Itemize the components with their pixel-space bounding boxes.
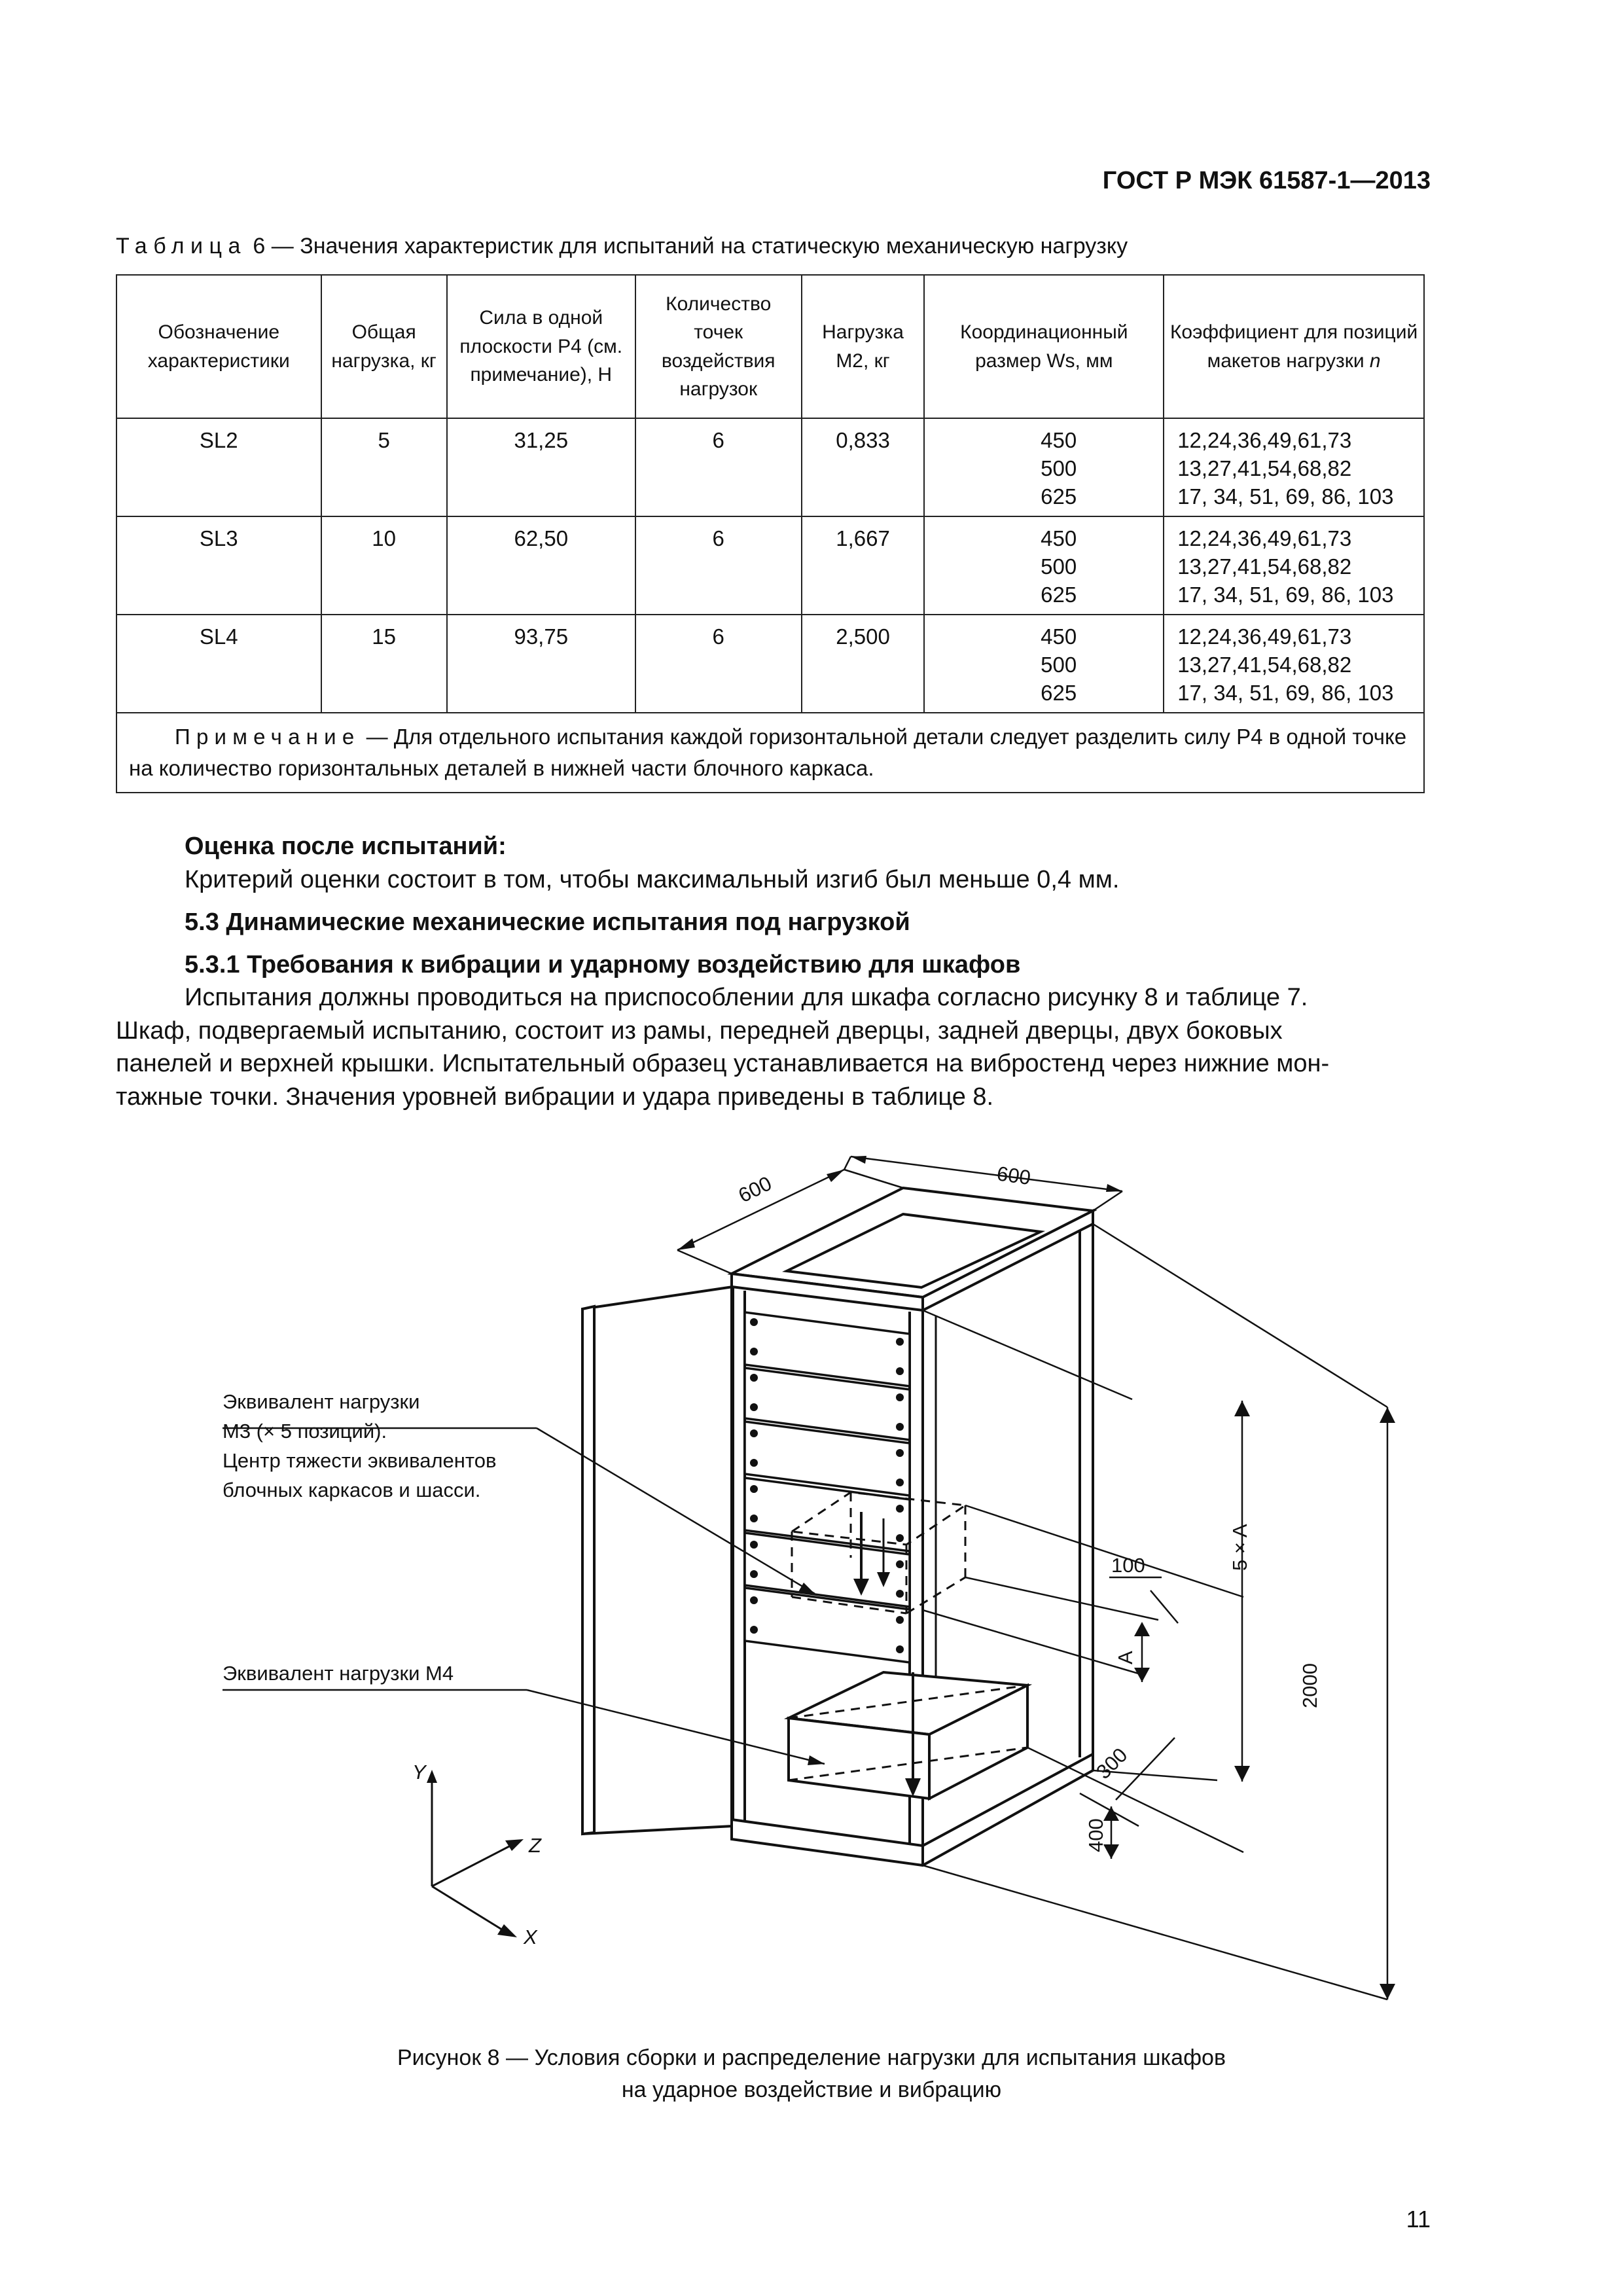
dim-extension xyxy=(844,1170,903,1188)
coefficient-value: 13,27,41,54,68,82 xyxy=(1177,456,1352,480)
dim-300-line xyxy=(1116,1738,1175,1800)
cell-designation: SL4 xyxy=(116,615,321,713)
dim-extension xyxy=(1093,1191,1122,1211)
dim-label-a: A xyxy=(1114,1651,1137,1664)
cell-points: 6 xyxy=(635,516,802,615)
col-header-force: Сила в одной плоскости Р4 (см. примечание), Н xyxy=(447,275,635,418)
figure-caption xyxy=(0,2042,1623,2107)
table-note xyxy=(116,713,1424,793)
dim-label-600-right: 600 xyxy=(995,1162,1033,1190)
ws-value: 625 xyxy=(1041,680,1077,705)
dim-arrowhead xyxy=(851,1156,866,1164)
col-header-designation: Обозначение характеристики xyxy=(116,275,321,418)
ws-value: 500 xyxy=(1041,456,1077,480)
cell-force: 93,75 xyxy=(447,615,635,713)
col-header-m2: Нагрузка М2, кг xyxy=(802,275,925,418)
cell-ws xyxy=(924,516,1164,615)
section-5-3-1-title: 5.3.1 Требования к вибрации и ударному воздействию для шкафов xyxy=(185,950,1021,978)
ws-value: 450 xyxy=(1041,428,1077,452)
cell-points: 6 xyxy=(635,615,802,713)
cell-ws xyxy=(924,615,1164,713)
section-5-3-title: 5.3 Динамические механические испытания под нагрузкой xyxy=(185,908,910,936)
coefficient-value: 12,24,36,49,61,73 xyxy=(1177,526,1352,550)
coefficient-value: 17, 34, 51, 69, 86, 103 xyxy=(1177,484,1394,509)
dim-arrowhead xyxy=(1134,1622,1150,1636)
ws-value: 450 xyxy=(1041,526,1077,550)
coefficient-value: 12,24,36,49,61,73 xyxy=(1177,428,1352,452)
dim-label-300: 300 xyxy=(1092,1743,1132,1784)
callout-m3-line: Эквивалент нагрузки xyxy=(223,1390,420,1413)
table-row xyxy=(116,516,1424,615)
cell-total-load: 15 xyxy=(321,615,447,713)
dim-label-100: 100 xyxy=(1111,1554,1145,1577)
dim-arrowhead xyxy=(1134,1668,1150,1682)
table-header-row xyxy=(116,275,1424,418)
cell-ws xyxy=(924,418,1164,516)
table-note-lead: Примечание xyxy=(175,725,361,749)
figure-8 xyxy=(196,1126,1440,2016)
coefficient-value: 13,27,41,54,68,82 xyxy=(1177,554,1352,579)
dim-arrowhead xyxy=(827,1170,844,1182)
table-row xyxy=(116,418,1424,516)
coordinate-axes xyxy=(427,1770,524,1937)
dim-arrowhead xyxy=(1234,1766,1250,1782)
chassis-panels xyxy=(745,1312,910,1662)
cabinet-door xyxy=(582,1287,733,1834)
cell-total-load: 10 xyxy=(321,516,447,615)
ws-value: 500 xyxy=(1041,554,1077,579)
dim-extension xyxy=(677,1250,732,1274)
assessment-block xyxy=(116,830,1433,896)
coefficient-value: 13,27,41,54,68,82 xyxy=(1177,652,1352,677)
cell-total-load: 5 xyxy=(321,418,447,516)
dim-arrowhead xyxy=(677,1238,695,1250)
col-header-coefficient-text: Коэффициент для позиций макетов нагрузки xyxy=(1169,321,1418,372)
callout-m3-line: блочных каркасов и шасси. xyxy=(223,1478,481,1501)
col-header-ws: Координационный размер Ws, мм xyxy=(924,275,1164,418)
paragraph-line: панелей и верхней крышки. Испытательный образец устанавливается на вибростенд через нижние мон- xyxy=(116,1050,1330,1078)
dim-arrowhead xyxy=(1234,1401,1250,1416)
cell-points: 6 xyxy=(635,418,802,516)
dim-arrowhead xyxy=(1380,1407,1395,1423)
col-header-coefficient xyxy=(1164,275,1424,418)
cell-coefficient xyxy=(1164,516,1424,615)
table-caption-lead: Таблица xyxy=(116,234,247,259)
dim-extension xyxy=(844,1157,851,1170)
paragraph-line: тажные точки. Значения уровней вибрации и удара приведены в таблице 8. xyxy=(116,1083,994,1111)
col-header-points: Количество точек воздействия нагрузок xyxy=(635,275,802,418)
axis-label-y: Y xyxy=(412,1761,426,1784)
page-number: 11 xyxy=(1406,2206,1431,2233)
figure-caption-line: Рисунок 8 — Условия сборки и распределение нагрузки для испытания шкафов xyxy=(397,2045,1226,2070)
cell-force: 31,25 xyxy=(447,418,635,516)
cabinet-drawing xyxy=(196,1126,1440,2016)
ws-value: 625 xyxy=(1041,484,1077,509)
dim-label-600-left: 600 xyxy=(734,1172,776,1208)
axis-label-x: X xyxy=(524,1926,537,1948)
dim-arrowhead xyxy=(1106,1184,1122,1192)
table-row xyxy=(116,615,1424,713)
table-caption-text: 6 — Значения характеристик для испытаний на статическую механическую нагрузку xyxy=(253,234,1128,259)
document-header: ГОСТ Р МЭК 61587-1—2013 xyxy=(1102,167,1431,194)
section-5-3-1-paragraph xyxy=(116,981,1433,1113)
cell-force: 62,50 xyxy=(447,516,635,615)
dimension-extension-lines xyxy=(923,1224,1387,2000)
axis-label-z: Z xyxy=(529,1834,541,1857)
cell-m2: 0,833 xyxy=(802,418,925,516)
section-5-3 xyxy=(116,906,1433,1113)
cell-designation: SL2 xyxy=(116,418,321,516)
cell-m2: 2,500 xyxy=(802,615,925,713)
assessment-text: Критерий оценки состоит в том, чтобы максимальный изгиб был меньше 0,4 мм. xyxy=(185,865,1120,893)
callout-m4-text: Эквивалент нагрузки М4 xyxy=(223,1662,454,1685)
coefficient-value: 17, 34, 51, 69, 86, 103 xyxy=(1177,680,1394,705)
paragraph-line: Шкаф, подвергаемый испытанию, состоит из рамы, передней дверцы, задней дверцы, двух боковых xyxy=(116,1016,1283,1045)
dim-label-400: 400 xyxy=(1084,1818,1107,1852)
ws-value: 500 xyxy=(1041,652,1077,677)
assessment-title: Оценка после испытаний: xyxy=(185,833,507,860)
cell-coefficient xyxy=(1164,418,1424,516)
coefficient-value: 17, 34, 51, 69, 86, 103 xyxy=(1177,582,1394,607)
ws-value: 450 xyxy=(1041,624,1077,649)
callout-m3-line: Центр тяжести эквивалентов xyxy=(223,1448,497,1472)
coefficient-value: 12,24,36,49,61,73 xyxy=(1177,624,1352,649)
dim-label-2000: 2000 xyxy=(1298,1663,1321,1708)
cell-m2: 1,667 xyxy=(802,516,925,615)
cell-designation: SL3 xyxy=(116,516,321,615)
figure-caption-line: на ударное воздействие и вибрацию xyxy=(621,2077,1002,2103)
col-header-total-load: Общая нагрузка, кг xyxy=(321,275,447,418)
callout-m3-text xyxy=(223,1388,496,1505)
ws-value: 625 xyxy=(1041,582,1077,607)
table-note-row xyxy=(116,713,1424,793)
table-6 xyxy=(116,274,1425,793)
paragraph-line: Испытания должны проводиться на приспособлении для шкафа согласно рисунку 8 и таблице 7. xyxy=(185,984,1308,1012)
callout-m3-line: М3 (× 5 позиций). xyxy=(223,1419,387,1443)
table-note-text: — Для отдельного испытания каждой горизонтальной детали следует разделить силу Р4 в одной точке на количество горизонтальных деталей в нижней части блочного каркаса. xyxy=(129,725,1407,780)
col-header-coefficient-n: n xyxy=(1369,350,1381,372)
cell-coefficient xyxy=(1164,615,1424,713)
dim-600-right-line xyxy=(851,1157,1122,1191)
cabinet-door-edge xyxy=(582,1306,594,1834)
table-caption xyxy=(116,234,1128,259)
dim-label-5a: 5 × A xyxy=(1228,1524,1251,1571)
